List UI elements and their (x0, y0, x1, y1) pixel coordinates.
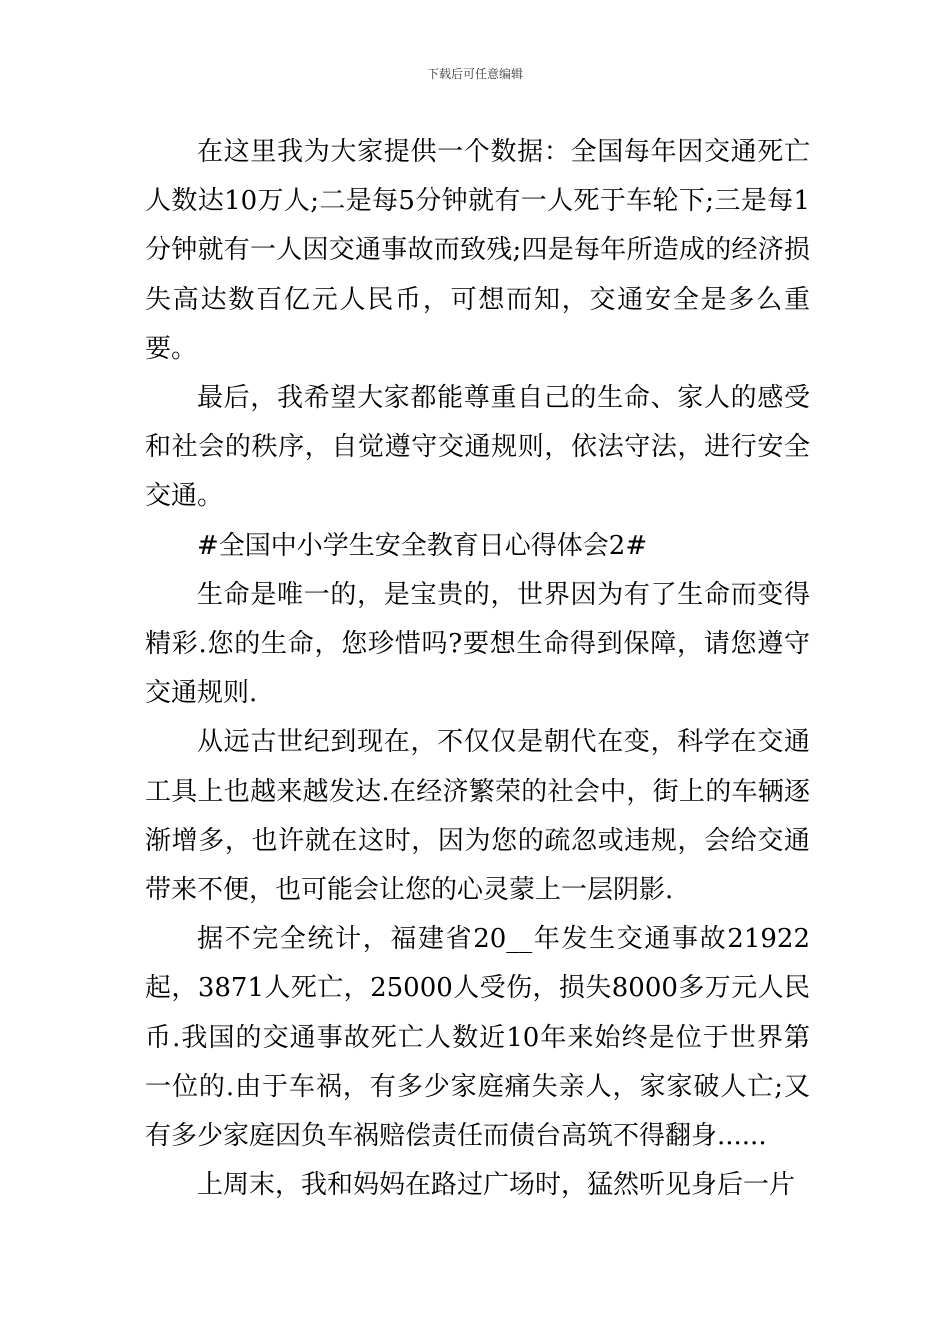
page-header: 下载后可任意编辑 (426, 67, 523, 81)
section-heading: #全国中小学生安全教育日心得体会2# (197, 530, 648, 561)
paragraph-conclusion: 最后，我希望大家都能尊重自己的生命、家人的感受和社会的秩序，自觉遵守交通规则，依法守法，进行安全交通。 (145, 383, 810, 512)
paragraph-statistics: 在这里我为大家提供一个数据：全国每年因交通死亡人数达10万人;二是每5分钟就有一人死于车轮下;三是每1分钟就有一人因交通事故而致残;四是每年所造成的经济损失高达数百亿元人民币，可想而知，交通安全是多么重要。 (145, 137, 810, 364)
paragraph-life-precious: 生命是唯一的，是宝贵的，世界因为有了生命而变得精彩.您的生命，您珍惜吗?要想生命得到保障，请您遵守交通规则. (145, 579, 810, 709)
paragraph-weekend-story: 上周末，我和妈妈在路过广场时，猛然听见身后一片 (197, 1170, 796, 1201)
document-body (145, 128, 810, 1210)
paragraph-history: 从远古世纪到现在，不仅仅是朝代在变，科学在交通工具上也越来越发达.在经济繁荣的社会中，街上的车辆逐渐增多，也许就在这时，因为您的疏忽或违规，会给交通带来不便，也可能会让您的心灵蒙上一层阴影. (145, 727, 810, 906)
paragraph-fujian-statistics: 据不完全统计，福建省20__年发生交通事故21922起，3871人死亡，25000人受伤，损失8000多万元人民币.我国的交通事故死亡人数近10年来始终是位于世界第一位的.由于车祸，有多少家庭痛失亲人，家家破人亡;又有多少家庭因负车祸赔偿责任而债台高筑不得翻身...... (145, 924, 810, 1152)
